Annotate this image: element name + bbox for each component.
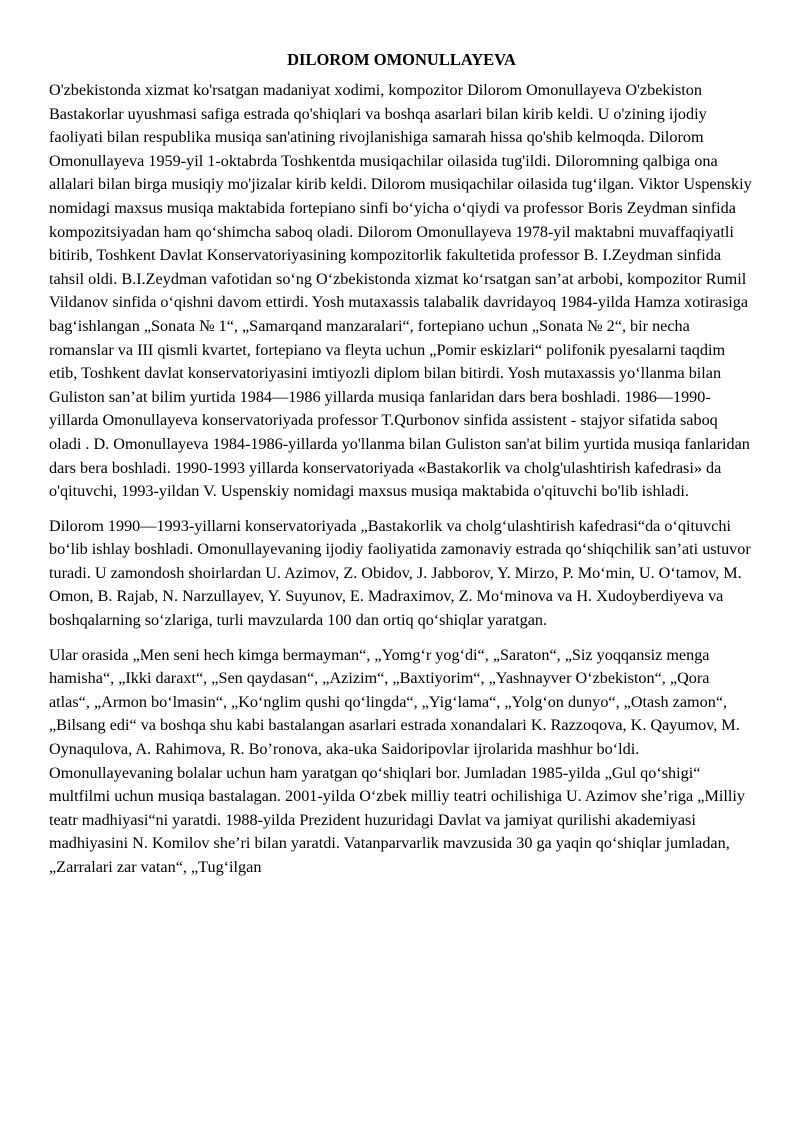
document-title: DILOROM OMONULLAYEVA <box>287 50 516 69</box>
paragraph-famous-works: Ular orasida „Men seni hech kimga bermayman“, „Yomg‘r yog‘di“, „Saraton“, „Siz yoqqansiz menga hamisha“, „Ikki daraxt“, „Sen qaydasan“, „Azizim“, „Baxtiyorim“, „Yashnayver O‘zbekiston“, „Qora atlas“, „Armon bo‘lmasin“, „Ko‘nglim qushi qo‘lingda“, „Yig‘lama“, „Yolg‘on dunyo“, „Otash zamon“, „Bilsang edi“ va boshqa shu kabi bastalangan asarlari estrada xonandalari K. Razzoqova, K. Qayumov, M. Oynaqulova, A. Rahimova, R. Bo’ronova, aka-uka Saidoripovlar ijrolarida mashhur bo‘ldi. Omonullayevaning bolalar uchun ham yaratgan qo‘shiqlari bor. Jumladan 1985-yilda „Gul qo‘shigi“ multfilmi uchun musiqa bastalagan. 2001-yilda O‘zbek milliy teatri ochilishiga U. Azimov she’riga „Milliy teatr madhiyasi“ni yaratdi. 1988-yilda Prezident huzuridagi Davlat va jamiyat qurilishi akademiyasi madhiyasini N. Komilov she’ri bilan yaratdi. Vatanparvarlik mavzusida 30 ga yaqin qo‘shiqlar jumladan, „Zarralari zar vatan“, „Tug‘ilgan <box>49 645 745 876</box>
paragraph-biography: O'zbekistonda xizmat ko'rsatgan madaniyat xodimi, kompozitor Dilorom Omonullayeva O'zbekiston Bastakorlar uyushmasi safiga estrada qo'shiqlari va boshqa asarlari bilan kirib keldi. U o'zining ijodiy faoliyati bilan respublika musiqa san'atining rivojlanishiga samarah hissa qo'shib kelmoqda. Dilorom Omonullayeva 1959-yil 1-oktabrda Toshkentda musiqachilar oilasida tug'ildi. Diloromning qalbiga ona allalari bilan birga musiqiy mo'jizalar kirib keldi. Dilorom musiqachilar oilasida tug‘ilgan. Viktor Uspenskiy nomidagi maxsus musiqa maktabida fortepiano sinfi bo‘yicha o‘qiydi va professor Boris Zeydman sinfida kompozitsiyadan ham qo‘shimcha saboq oladi. Dilorom Omonullayeva 1978-yil maktabni muvaffaqiyatli bitirib, Toshkent Davlat Konservatoriyasining kompozitorlik fakultetida professor B. I.Zeydman sinfida tahsil oldi. B.I.Zeydman vafotidan so‘ng O‘zbekistonda xizmat ko‘rsatgan san’at arbobi, kompozitor Rumil Vildanov sinfida o‘qishni davom ettirdi. Yosh mutaxassis talabalik davridayoq 1984-yilda Hamza xotirasiga bag‘ishlangan „Sonata № 1“, „Samarqand manzaralari“, fortepiano uchun „Sonata № 2“, bir necha romanslar va III qismli kvartet, fortepiano va fleyta uchun „Pomir eskizlari“ polifonik pyesalarni taqdim etib, Toshkent davlat konservatoriyasini imtiyozli diplom bilan bitirdi. Yosh mutaxassis yo‘llanma bilan Guliston san’at bilim yurtida 1984—1986 yillarda musiqa fanlaridan dars bera boshladi. 1986—1990-yillarda Omonullayeva konservatoriyada professor T.Qurbonov sinfida assistent - stajyor sifatida saboq oladi . D. Omonullayeva 1984-1986-yillarda yo'llanma bilan Guliston san'at bilim yurtida musiqa fanlaridan dars bera boshladi. 1990-1993 yillarda konservatoriyada «Bastakorlik va cholg'ulashtirish kafedrasi» da o'qituvchi, 1993-yildan V. Uspenskiy nomidagi maxsus musiqa maktabida o'qituvchi bo'lib ishladi. <box>49 81 752 501</box>
document-page <box>49 48 754 891</box>
paragraph-teaching-and-songs: Dilorom 1990—1993-yillarni konservatoriyada „Bastakorlik va cholg‘ulashtirish kafedrasi“da o‘qituvchi bo‘lib ishlay boshladi. Omonullayevaning ijodiy faoliyatida zamonaviy estrada qo‘shiqchilik san’ati ustuvor turadi. U zamondosh shoirlardan U. Azimov, Z. Obidov, J. Jabborov, Y. Mirzo, P. Mo‘min, U. O‘tamov, M. Omon, B. Rajab, N. Narzullayev, Y. Suyunov, E. Madraximov, Z. Mo‘minova va H. Xudoyberdiyeva va boshqalarning so‘zlariga, turli mavzularda 100 dan ortiq qo‘shiqlar yaratgan. <box>49 516 751 630</box>
